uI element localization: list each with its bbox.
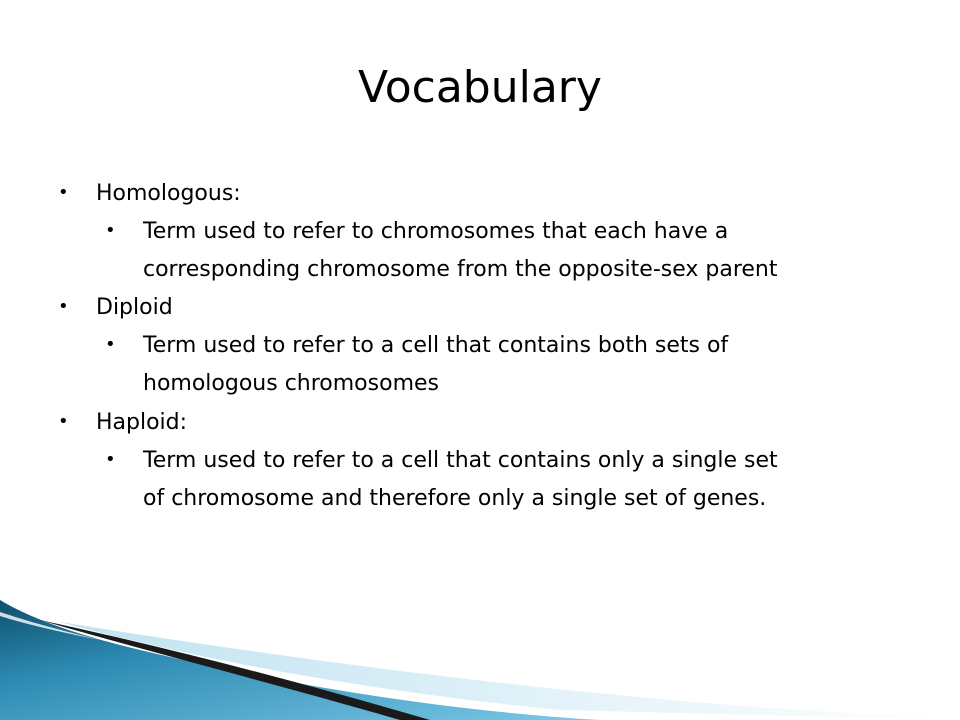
- bullet-dot: •: [58, 411, 69, 432]
- bullet-term: Homologous:: [96, 181, 241, 206]
- definition-line: Term used to refer to chromosomes that each have a: [143, 219, 729, 244]
- slide-title: Vocabulary: [358, 62, 602, 113]
- bullet-dot: •: [105, 334, 116, 355]
- bullet-dot: •: [105, 220, 116, 241]
- definition-line: Term used to refer to a cell that contains only a single set: [143, 448, 778, 473]
- bullet-term: Diploid: [96, 295, 173, 320]
- bullet-dot: •: [58, 296, 69, 317]
- definition-line: of chromosome and therefore only a single set of genes.: [143, 486, 767, 511]
- definition-line: homologous chromosomes: [143, 371, 439, 396]
- definition-line: Term used to refer to a cell that contains both sets of: [143, 333, 729, 358]
- decorative-swoosh: [0, 560, 960, 720]
- bullet-dot: •: [58, 182, 69, 203]
- bullet-dot: •: [105, 449, 116, 470]
- bullet-term: Haploid:: [96, 410, 188, 435]
- definition-line: corresponding chromosome from the opposite-sex parent: [143, 257, 778, 282]
